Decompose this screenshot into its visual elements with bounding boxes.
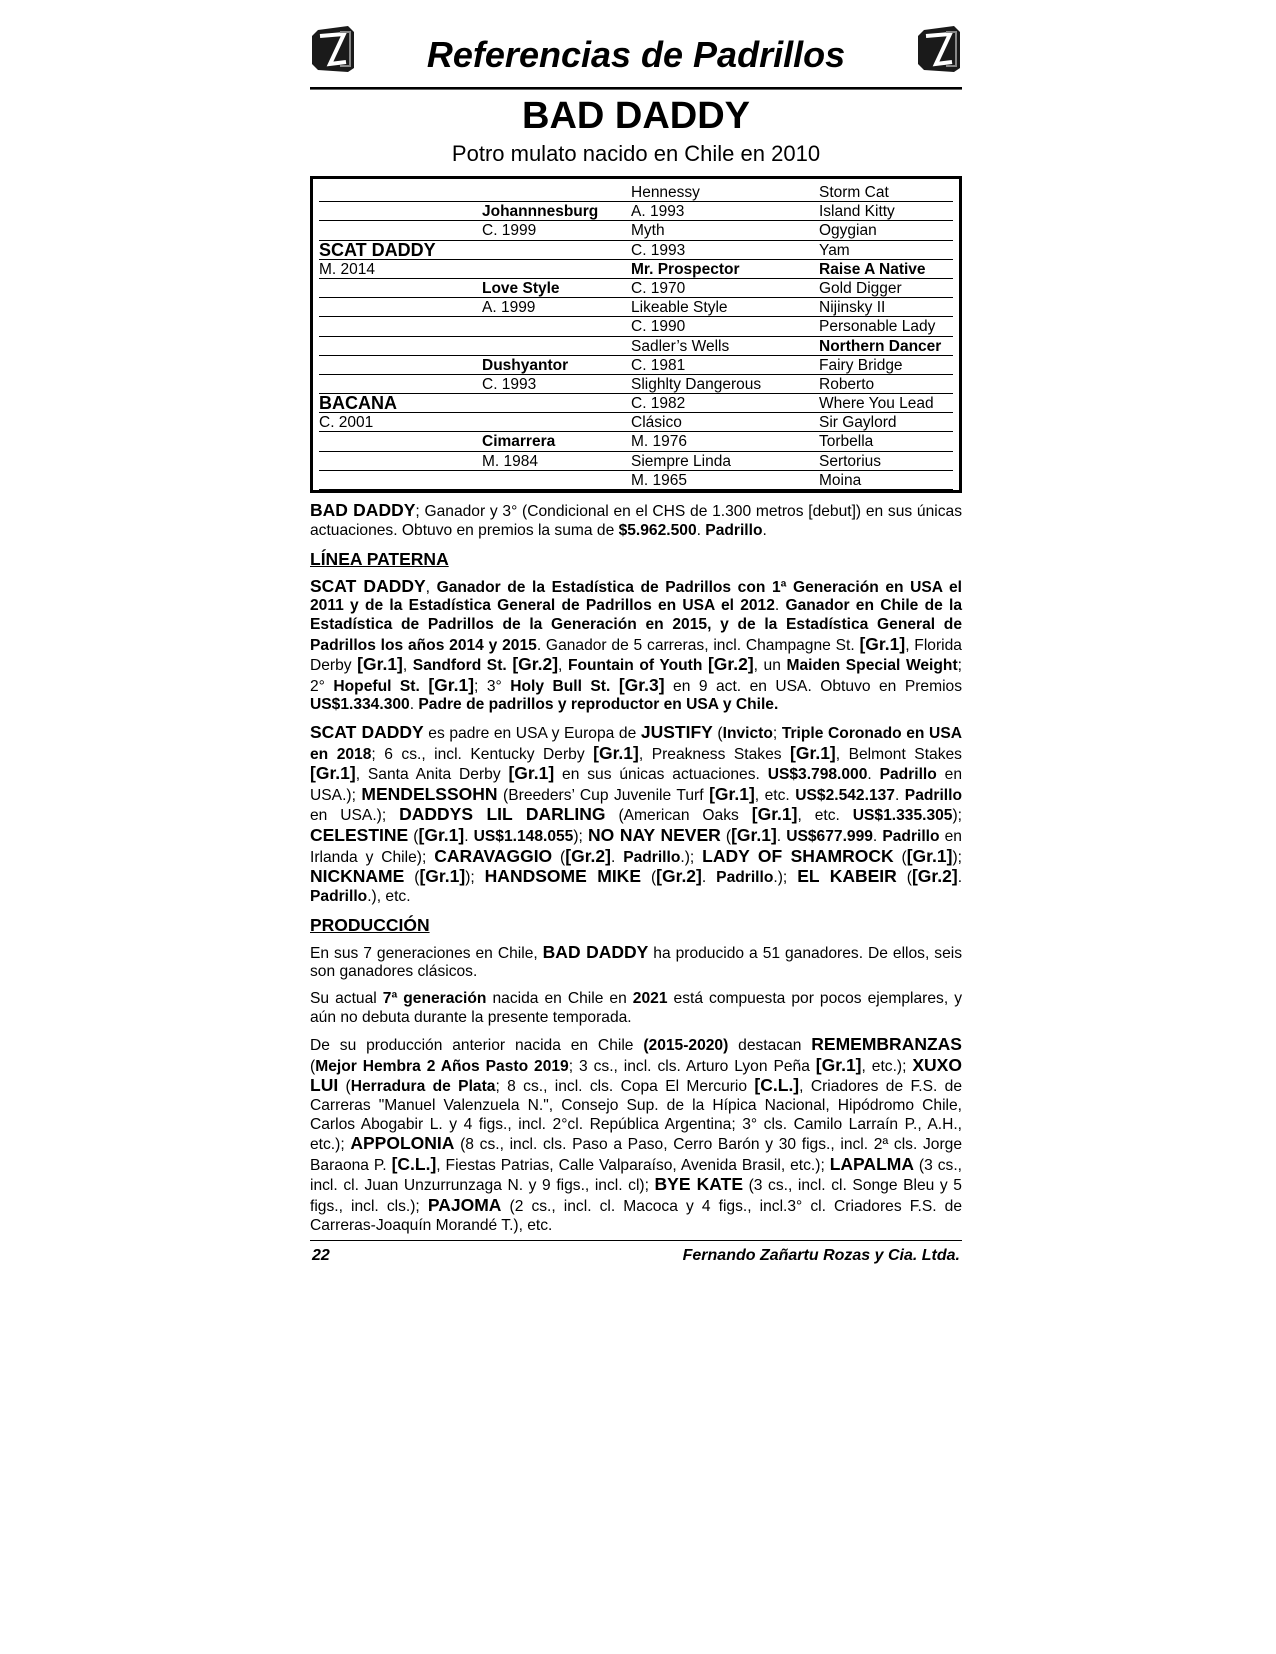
text-run: [Gr.1] xyxy=(418,824,465,845)
text-run: ( xyxy=(310,1057,316,1075)
pedigree-cell xyxy=(482,471,631,490)
text-run: ; 8 cs., incl. cls. Copa El Mercurio xyxy=(495,1078,755,1096)
text-run: . xyxy=(957,869,963,887)
page-number: 22 xyxy=(312,1247,330,1264)
pedigree-cell: Ogygian xyxy=(819,221,953,240)
pedigree-cell xyxy=(319,452,482,471)
text-run: ( xyxy=(641,869,657,887)
text-run: en USA.); xyxy=(310,807,400,825)
text-run: en Irlanda y Chile); xyxy=(310,827,962,866)
text-run: 2021 xyxy=(632,990,668,1008)
text-run: , xyxy=(402,657,413,675)
text-run: BAD DADDY xyxy=(310,500,416,520)
text-run: [Gr.2] xyxy=(565,845,611,866)
text-run: . xyxy=(696,521,706,539)
pedigree-cell: Storm Cat xyxy=(819,183,953,202)
pedigree-cell xyxy=(482,260,631,279)
pedigree-row xyxy=(319,394,950,413)
text-run: Triple Coronado en USA en 2018 xyxy=(310,724,962,763)
text-run: SCAT DADDY xyxy=(310,575,426,596)
pedigree-cell: C. 1990 xyxy=(631,317,819,336)
produccion-paragraph-2 xyxy=(310,990,962,1027)
pedigree-cell: C. 1981 xyxy=(631,356,819,375)
text-run: [Gr.1] xyxy=(731,824,777,845)
text-run: (Breeders’ Cup Juvenile Turf xyxy=(497,786,710,804)
text-run: , Santa Anita Derby xyxy=(355,766,509,784)
text-run: [C.L.] xyxy=(391,1153,437,1174)
pedigree-cell xyxy=(319,356,482,375)
pedigree-cell: Cimarrera xyxy=(482,432,631,451)
pedigree-cell xyxy=(482,413,631,432)
text-run: [Gr.1] xyxy=(357,654,403,675)
text-run: ; 2° xyxy=(310,657,962,695)
text-run: CELESTINE xyxy=(310,824,409,845)
text-run: . xyxy=(464,827,474,845)
text-run: nacida en Chile en xyxy=(486,990,633,1008)
text-run: , etc.); xyxy=(861,1057,913,1075)
pedigree-row xyxy=(319,317,950,336)
text-run: Padrillo xyxy=(716,869,774,887)
pedigree-cell xyxy=(319,337,482,356)
pedigree-cell: M. 2014 xyxy=(319,260,482,279)
text-run: (2 cs., incl. cl. Macoca y 4 figs., incl.3° cl. Criadores F.S. de Carreras-Joaquín Morandé T.), etc. xyxy=(310,1198,963,1234)
pedigree-cell: C. 2001 xyxy=(319,413,482,432)
pedigree-cell: Slighlty Dangerous xyxy=(631,375,819,394)
horse-description: Potro mulato nacido en Chile en 2010 xyxy=(451,141,821,166)
text-run: Padrillo xyxy=(904,786,962,804)
pedigree-row xyxy=(319,260,950,279)
text-run: , xyxy=(558,657,568,675)
text-run: (3 cs., incl. cl. Juan Unzurrunzaga N. y 9 figs., incl. cl); xyxy=(310,1156,962,1195)
text-run: LAPALMA xyxy=(829,1153,914,1174)
text-run: [Gr.1] xyxy=(428,674,475,695)
text-run: Ganador en Chile de la Estadística de Padrillos de la Generación en 2015, y de la Estadística General de Padrillos los años 2014 y 2015 xyxy=(310,597,962,654)
text-run: . xyxy=(867,766,880,784)
pedigree-cell: Fairy Bridge xyxy=(819,356,953,375)
pedigree-cell: Sadler’s Wells xyxy=(631,337,819,356)
text-run: US$677.999 xyxy=(786,827,873,845)
text-run: Maiden Special Weight xyxy=(786,657,958,675)
pedigree-row xyxy=(319,202,950,221)
text-run: [Gr.1] xyxy=(419,866,466,887)
pedigree-cell: Sertorius xyxy=(819,452,953,471)
paterna-paragraph-2 xyxy=(310,723,962,906)
text-run: , Belmont Stakes xyxy=(835,745,962,763)
pedigree-cell: Roberto xyxy=(819,375,953,394)
text-run: en sus únicas actuaciones. xyxy=(554,766,768,784)
pedigree-cell: BACANA xyxy=(319,394,482,413)
text-run: XUXO LUI xyxy=(310,1054,962,1096)
header-rule xyxy=(310,87,962,90)
text-run xyxy=(610,678,618,695)
text-run: (American Oaks xyxy=(605,807,752,825)
text-run: (2015-2020) xyxy=(643,1037,729,1055)
text-run: US$1.334.300 xyxy=(310,696,410,714)
pedigree-row xyxy=(319,413,950,432)
text-run: Holy Bull St. xyxy=(510,677,611,695)
pedigree-cell: Clásico xyxy=(631,413,819,432)
pedigree-cell: Siempre Linda xyxy=(631,452,819,471)
text-run: [Gr.2] xyxy=(707,654,754,675)
text-run: . xyxy=(409,696,419,714)
document-page xyxy=(310,18,962,1243)
page-header xyxy=(310,18,962,84)
text-run: . xyxy=(762,521,767,539)
pedigree-cell: C. 1970 xyxy=(631,279,819,298)
pedigree-cell: Yam xyxy=(819,241,953,260)
pedigree-cell: Mr. Prospector xyxy=(631,260,819,279)
text-run: ); xyxy=(952,848,962,866)
pedigree-row xyxy=(319,432,950,451)
text-run: . xyxy=(894,786,905,804)
text-run: ( xyxy=(552,848,566,866)
text-run: ( xyxy=(408,827,419,845)
text-run: En sus 7 generaciones en Chile, xyxy=(310,944,543,962)
text-run: , Fiestas Patrias, Calle Valparaíso, Avenida Brasil, etc.); xyxy=(436,1156,830,1174)
text-run: US$1.335.305 xyxy=(852,807,953,825)
logo-icon xyxy=(916,24,962,74)
text-run: ); xyxy=(465,869,485,887)
text-run: ( xyxy=(893,848,907,866)
text-run: . Ganador de 5 carreras, incl. Champagne St. xyxy=(536,636,860,654)
text-run: HANDSOME MIKE xyxy=(484,866,641,887)
pedigree-row xyxy=(319,375,950,394)
pedigree-cell xyxy=(482,394,631,413)
text-run: Padrillo xyxy=(882,827,940,845)
text-run: . xyxy=(774,597,786,615)
text-run: [Gr.1] xyxy=(508,763,555,784)
paterna-paragraph-1 xyxy=(310,577,962,715)
pedigree-cell: Hennessy xyxy=(631,183,819,202)
text-run: Su actual xyxy=(310,990,383,1008)
text-run: ); xyxy=(952,807,963,825)
text-run: , un xyxy=(753,657,787,675)
text-run: APPOLONIA xyxy=(350,1133,455,1154)
text-run: Ganador de la Estadística de Padrillos con 1ª Generación en USA el 2011 y de la Estadística General de Padrillos en USA el 2012 xyxy=(310,578,962,615)
text-run: . xyxy=(701,869,717,887)
pedigree-cell xyxy=(319,183,482,202)
text-run: . xyxy=(610,848,624,866)
pedigree-cell xyxy=(482,337,631,356)
pedigree-cell: Likeable Style xyxy=(631,298,819,317)
pedigree-cell: C. 1993 xyxy=(631,241,819,260)
pedigree-cell: Nijinsky II xyxy=(819,298,953,317)
text-run: [Gr.1] xyxy=(751,804,798,825)
text-run: DADDYS LIL DARLING xyxy=(399,804,606,825)
text-run: ; 3° xyxy=(474,677,511,695)
pedigree-cell: C. 1982 xyxy=(631,394,819,413)
pedigree-row xyxy=(319,471,950,490)
text-run: 7ª generación xyxy=(382,990,487,1008)
pedigree-cell: Moina xyxy=(819,471,953,490)
text-run: [Gr.3] xyxy=(618,674,665,695)
text-run: ; 6 cs., incl. Kentucky Derby xyxy=(371,745,594,763)
text-run: (3 cs., incl. cl. Songe Bleu y 5 figs., incl. cls.); xyxy=(310,1177,962,1215)
text-run: ( xyxy=(720,827,732,845)
pedigree-cell: Sir Gaylord xyxy=(819,413,953,432)
text-run: [Gr.2] xyxy=(512,654,559,675)
pedigree-cell: M. 1984 xyxy=(482,452,631,471)
text-run: MENDELSSOHN xyxy=(361,783,498,804)
text-run: PAJOMA xyxy=(427,1195,502,1215)
text-run: , Preakness Stakes xyxy=(638,745,791,763)
text-run: . xyxy=(776,827,787,845)
text-run: .), etc. xyxy=(367,887,411,905)
text-run: , etc. xyxy=(797,807,853,825)
text-run: LADY OF SHAMROCK xyxy=(702,845,894,866)
produccion-paragraph-1 xyxy=(310,943,962,982)
text-run: JUSTIFY xyxy=(640,721,713,742)
pedigree-cell xyxy=(319,432,482,451)
page-footer xyxy=(310,1240,962,1264)
pedigree-cell xyxy=(319,202,482,221)
text-run: , etc. xyxy=(754,786,796,804)
text-run: [Gr.2] xyxy=(656,866,702,887)
text-run: [Gr.1] xyxy=(859,633,906,654)
text-run: destacan xyxy=(728,1037,812,1055)
text-run: , Florida Derby xyxy=(310,636,962,675)
pedigree-table xyxy=(310,176,962,493)
text-run: [C.L.] xyxy=(754,1075,800,1096)
text-run: Hopeful St. xyxy=(333,677,420,695)
text-run: es padre en USA y Europa de xyxy=(423,724,641,742)
intro-paragraph xyxy=(310,501,962,540)
text-run: ha producido a 51 ganadores. De ellos, seis son ganadores clásicos. xyxy=(310,944,963,981)
text-run: [Gr.1] xyxy=(709,783,755,804)
pedigree-cell: Love Style xyxy=(482,279,631,298)
text-run: .); xyxy=(773,869,798,887)
pedigree-cell: M. 1965 xyxy=(631,471,819,490)
text-run: Padrillo xyxy=(705,521,763,539)
pedigree-row xyxy=(319,337,950,356)
header-title: Referencias de Padrillos xyxy=(426,34,846,75)
pedigree-cell: Johannnesburg xyxy=(482,202,631,221)
section-heading-produccion: PRODUCCIÓN xyxy=(310,915,430,936)
text-run: NO NAY NEVER xyxy=(587,824,721,845)
text-run: De su producción anterior nacida en Chile xyxy=(310,1037,644,1055)
footer-company: Fernando Zañartu Rozas y Cia. Ltda. xyxy=(682,1247,960,1264)
pedigree-row xyxy=(319,221,950,240)
text-run: EL KABEIR xyxy=(797,866,897,887)
text-run: REMEMBRANZAS xyxy=(811,1034,962,1055)
text-run: [Gr.1] xyxy=(790,742,836,763)
text-run: (8 cs., incl. cls. Paso a Paso, Cerro Barón y 30 figs., incl. 2ª cls. Jorge Baraona P. xyxy=(310,1136,963,1174)
pedigree-cell: C. 1999 xyxy=(482,221,631,240)
section-heading-paterna: LÍNEA PATERNA xyxy=(310,549,449,570)
pedigree-cell xyxy=(319,279,482,298)
text-run: . xyxy=(872,827,883,845)
pedigree-cell: Gold Digger xyxy=(819,279,953,298)
text-run: [Gr.1] xyxy=(906,845,953,866)
text-run: Fountain of Youth xyxy=(567,657,703,675)
pedigree-cell xyxy=(319,298,482,317)
pedigree-cell: Personable Lady xyxy=(819,317,953,336)
text-run: Mejor Hembra 2 Años Pasto 2019 xyxy=(315,1057,569,1075)
text-run: ( xyxy=(896,869,912,887)
text-run: CARAVAGGIO xyxy=(434,845,553,866)
text-run: [Gr.1] xyxy=(310,763,356,784)
text-run: ( xyxy=(712,724,723,742)
text-run: [Gr.1] xyxy=(815,1054,862,1075)
produccion-paragraph-3 xyxy=(310,1035,962,1235)
text-run: ; xyxy=(772,724,782,742)
text-run: ( xyxy=(404,869,420,887)
pedigree-row xyxy=(319,452,950,471)
text-run: , Criadores de F.S. de Carreras "Manuel Valenzuela N.", Consejo Sup. de la Hípica Nacional, Hipódromo Chile, Carlos Abogabir L. y 4 figs., incl. 2°cl. República Argentina; 3° cls. Camilo Larraín P., A.H., etc.); xyxy=(310,1078,963,1154)
text-run: BAD DADDY xyxy=(542,941,649,962)
text-run: Padrillo xyxy=(310,887,368,905)
text-run: en USA.); xyxy=(310,766,962,804)
text-run: [Gr.2] xyxy=(911,866,958,887)
text-run: US$3.798.000 xyxy=(767,766,868,784)
pedigree-cell: Where You Lead xyxy=(819,394,953,413)
text-run: Invicto xyxy=(722,724,773,742)
text-run: ( xyxy=(338,1078,351,1096)
text-run: ); xyxy=(573,827,588,845)
pedigree-row xyxy=(319,356,950,375)
text-run: ; Ganador y 3° (Condicional en el CHS de 1.300 metros [debut]) en sus únicas actuaciones. Obtuvo en premios la suma de xyxy=(310,503,963,539)
pedigree-cell: Myth xyxy=(631,221,819,240)
pedigree-row xyxy=(319,279,950,298)
text-run: Padre de padrillos y reproductor en USA y Chile. xyxy=(418,696,779,714)
text-run: [Gr.1] xyxy=(593,742,639,763)
pedigree-cell xyxy=(319,317,482,336)
pedigree-cell xyxy=(482,317,631,336)
body-text xyxy=(310,501,962,1235)
text-run: NICKNAME xyxy=(310,866,405,887)
pedigree-cell: Dushyantor xyxy=(482,356,631,375)
pedigree-cell: Torbella xyxy=(819,432,953,451)
pedigree-cell: A. 1999 xyxy=(482,298,631,317)
text-run: Sandford St. xyxy=(412,657,507,675)
pedigree-cell: SCAT DADDY xyxy=(319,241,482,260)
text-run: .); xyxy=(680,848,703,866)
text-run: BYE KATE xyxy=(654,1174,743,1195)
pedigree-cell xyxy=(319,471,482,490)
text-run: Padrillo xyxy=(623,848,681,866)
pedigree-cell: Northern Dancer xyxy=(819,337,953,356)
pedigree-cell: M. 1976 xyxy=(631,432,819,451)
text-run: Herradura de Plata xyxy=(350,1078,496,1096)
pedigree-row xyxy=(319,298,950,317)
pedigree-row xyxy=(319,183,950,202)
pedigree-cell: Raise A Native xyxy=(819,260,953,279)
text-run: , xyxy=(425,578,437,596)
pedigree-cell: Island Kitty xyxy=(819,202,953,221)
pedigree-cell xyxy=(482,183,631,202)
pedigree-cell xyxy=(482,241,631,260)
text-run: Padrillo xyxy=(879,766,937,784)
text-run: ; 3 cs., incl. cls. Arturo Lyon Peña xyxy=(568,1057,816,1075)
text-run: US$1.148.055 xyxy=(473,827,574,845)
text-run: $5.962.500 xyxy=(618,521,697,539)
pedigree-cell: C. 1993 xyxy=(482,375,631,394)
text-run: está compuesta por pocos ejemplares, y aún no debuta durante la presente temporada. xyxy=(310,990,963,1026)
horse-name: BAD DADDY xyxy=(522,95,750,137)
pedigree-cell xyxy=(319,375,482,394)
text-run: US$2.542.137 xyxy=(795,786,895,804)
pedigree-cell xyxy=(319,221,482,240)
pedigree-cell: A. 1993 xyxy=(631,202,819,221)
text-run: en 9 act. en USA. Obtuvo en Premios xyxy=(664,677,963,695)
pedigree-row xyxy=(319,241,950,260)
text-run: SCAT DADDY xyxy=(310,721,424,742)
